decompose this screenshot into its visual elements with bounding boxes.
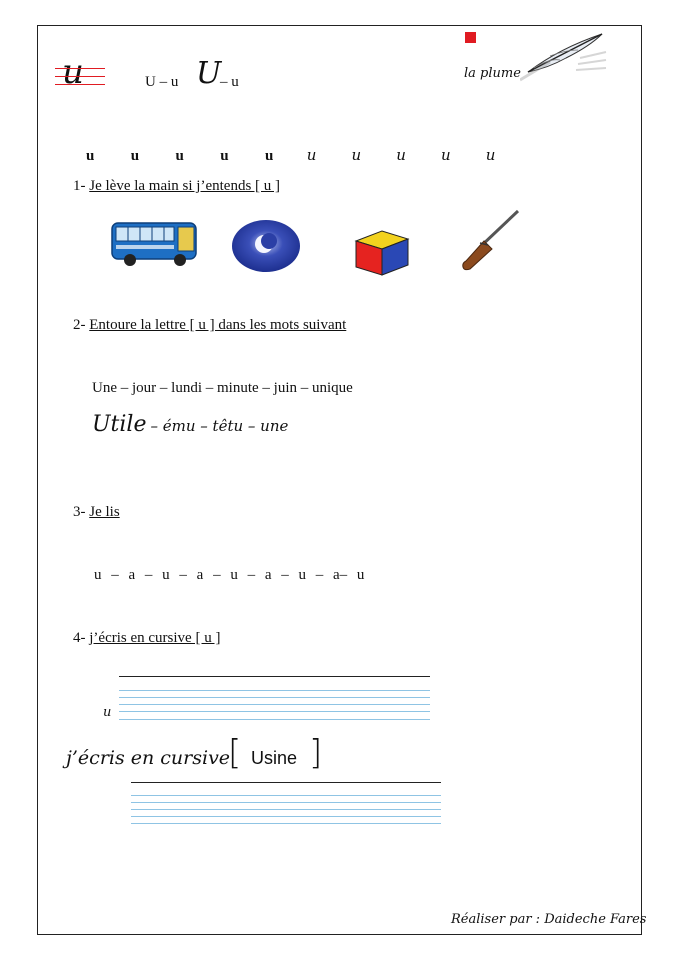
- section1-heading: [73, 178, 280, 195]
- section4-title: j’écris en cursive [ u ]: [89, 630, 221, 646]
- letter-print: u: [86, 148, 95, 164]
- letter-print: u: [175, 148, 184, 164]
- writing-guide-line: [131, 795, 441, 796]
- writing-guide-line: [119, 704, 430, 705]
- writing-guide-line: [119, 690, 430, 691]
- section2-number: 2-: [73, 317, 86, 333]
- cube-icon: [352, 225, 412, 277]
- writing-guide-line: [119, 711, 430, 712]
- header-cursive-capital: U: [196, 56, 222, 91]
- section2-title: Entoure la lettre [ u ] dans les mots suivant: [89, 317, 347, 333]
- header-letter-forms: U – u: [145, 74, 179, 90]
- logo-red-square: [465, 32, 476, 43]
- writing-guide-line: [119, 719, 430, 720]
- letter-cursive: u: [441, 146, 451, 164]
- writing-guide-line: [119, 697, 430, 698]
- section4-heading: [73, 630, 220, 647]
- bracket-open: [: [228, 733, 242, 773]
- section2-heading: [73, 317, 346, 334]
- cursive-words-rest: – ému – têtu – une: [150, 417, 289, 435]
- section5-word: Usine: [251, 748, 298, 768]
- header-big-letter: u: [62, 52, 83, 92]
- section4-number: 4-: [73, 630, 86, 646]
- writing-guide-line: [131, 823, 441, 824]
- feather-icon: [520, 28, 608, 83]
- bus-icon: [110, 217, 200, 269]
- letter-cursive: u: [485, 146, 496, 164]
- writing-guide-line: [131, 816, 441, 817]
- writing-guide-line: [131, 802, 441, 803]
- letter-print: u: [220, 148, 229, 164]
- bracket-close: ]: [309, 733, 323, 773]
- letter-cursive: u: [306, 146, 317, 164]
- letter-print: u: [130, 148, 140, 164]
- header-red-ruling: [55, 68, 105, 69]
- letter-cursive: u: [396, 146, 406, 164]
- moon-icon: [230, 219, 302, 273]
- writing-line-top: [119, 676, 430, 677]
- header-red-ruling-3: [55, 84, 105, 85]
- model-letter-u: u: [103, 705, 112, 720]
- rifle-icon: [460, 207, 522, 273]
- cursive-word-utile: Utile: [92, 412, 147, 437]
- section3-number: 3-: [73, 504, 86, 520]
- section1-title: Je lève la main si j’entends [ u ]: [89, 178, 281, 194]
- section5-label: j’écris en cursive: [66, 747, 231, 769]
- letter-row: [86, 146, 516, 165]
- letter-cursive: u: [351, 146, 362, 164]
- header-cursive-sep: – u: [220, 74, 239, 90]
- section2-print-words: Une – jour – lundi – minute – juin – unique: [92, 380, 353, 396]
- writing-line-bottom-top: [131, 782, 441, 783]
- section3-heading: [73, 504, 120, 521]
- section3-sequence: u – a – u – a – u – a – u – a– u: [94, 567, 365, 583]
- section2-cursive-words: [92, 412, 288, 437]
- letter-print: u: [265, 148, 274, 164]
- header-red-ruling-2: [55, 76, 105, 77]
- section1-number: 1-: [73, 178, 86, 194]
- section3-title: Je lis: [89, 504, 120, 520]
- writing-guide-line: [131, 809, 441, 810]
- logo-text: la plume: [464, 66, 521, 81]
- author-signature: Réaliser par : Daideche Fares: [451, 912, 647, 927]
